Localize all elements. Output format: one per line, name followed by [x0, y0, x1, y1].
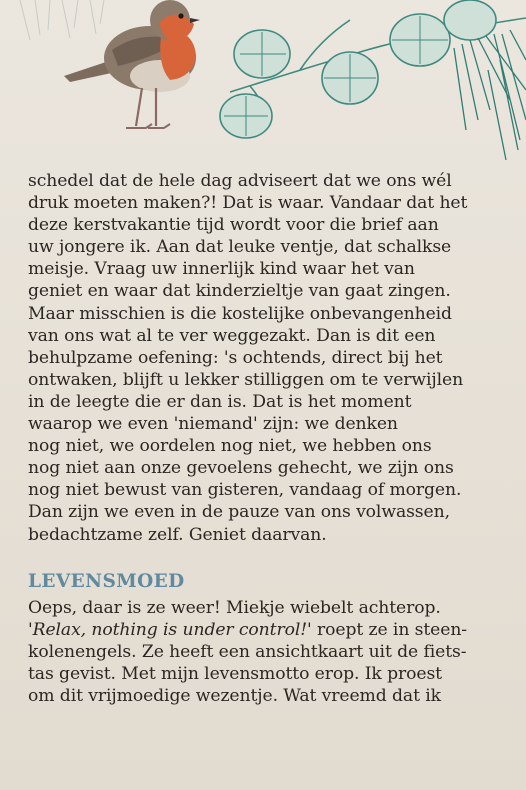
- paragraph-line: tas gevist. Met mijn levensmotto erop. Ik proest: [28, 663, 442, 684]
- section-spacer: [28, 546, 508, 570]
- paragraph-line: waarop we even 'niemand' zijn: we denken: [28, 414, 398, 435]
- grass-strokes-icon: [20, 0, 104, 40]
- paragraph-line: schedel dat de hele dag adviseert dat we ons wél: [28, 171, 452, 191]
- paragraph-line: nog niet bewust van gisteren, vandaag of morgen.: [28, 480, 462, 501]
- paragraph-line: kolenengels. Ze heeft een ansichtkaart uit de fiets-: [28, 641, 467, 662]
- paragraph-line: nog niet, we oordelen nog niet, we hebben ons: [28, 436, 432, 457]
- paragraph-line: bedachtzame zelf. Geniet daarvan.: [28, 524, 327, 545]
- paragraph-line: behulpzame oefening: 's ochtends, direct bij het: [28, 347, 443, 368]
- paragraph-line: nog niet aan onze gevoelens gehecht, we zijn ons: [28, 458, 454, 479]
- paragraph-line-quote: [28, 619, 508, 641]
- section-heading: LEVENSMOED: [28, 570, 185, 592]
- paragraph-line: ontwaken, blijft u lekker stilliggen om te verwijlen: [28, 369, 464, 390]
- paragraph-line: geniet en waar dat kinderzieltje van gaat zingen.: [28, 281, 451, 302]
- paragraph-line: om dit vrijmoedige wezentje. Wat vreemd dat ik: [28, 685, 441, 706]
- quote-italic: Relax, nothing is under control!: [32, 619, 308, 640]
- paragraph-line: Maar misschien is die kostelijke onbevangenheid: [28, 303, 452, 324]
- article-body: [28, 170, 508, 707]
- paragraph-line: druk moeten maken?! Dat is waar. Vandaar dat het: [28, 193, 468, 214]
- paragraph-line: in de leegte die er dan is. Dat is het moment: [28, 391, 412, 412]
- paragraph-line: uw jongere ik. Aan dat leuke ventje, dat schalkse: [28, 237, 452, 258]
- paragraph-line: van ons wat al te ver weggezakt. Dan is dit een: [28, 325, 436, 346]
- paragraph-line: meisje. Vraag uw innerlijk kind waar het van: [28, 259, 415, 280]
- quote-rest: ' roept ze in steen-: [307, 619, 467, 640]
- quote-open: ': [28, 619, 33, 640]
- header-illustration: [0, 0, 526, 170]
- paragraph-line: deze kerstvakantie tijd wordt voor die brief aan: [28, 215, 439, 236]
- paragraph-line: Oeps, daar is ze weer! Miekje wiebelt achterop.: [28, 597, 441, 618]
- leafy-branch-icon: [220, 0, 526, 160]
- robin-bird-icon: [64, 0, 200, 128]
- paragraph-line: Dan zijn we even in de pauze van ons volwassen,: [28, 502, 450, 523]
